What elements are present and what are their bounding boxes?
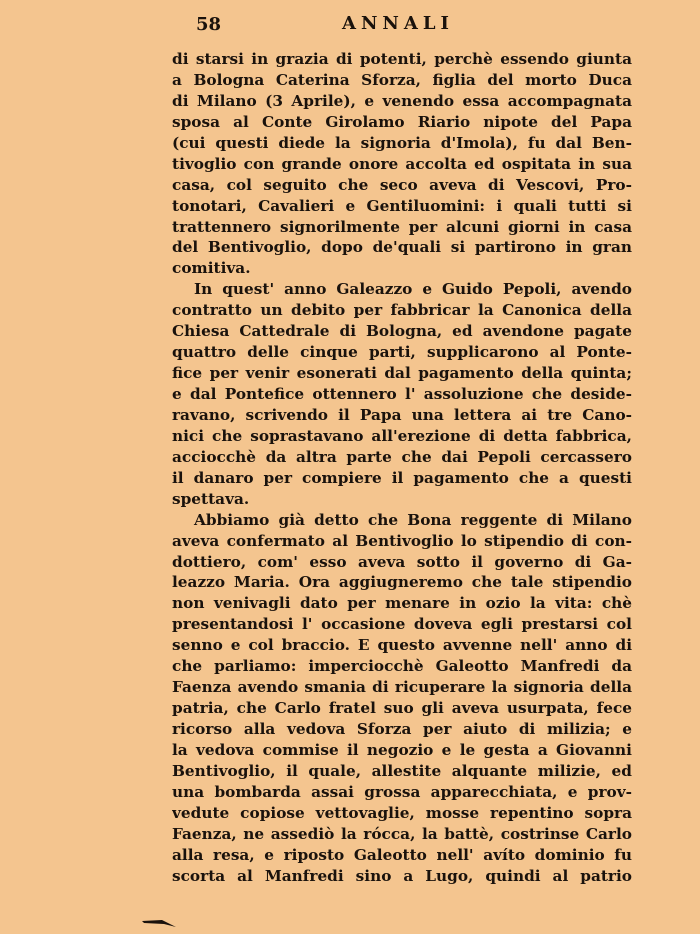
text-line: di starsi in grazia di potenti, perchè essendo giunta — [172, 50, 632, 68]
text-line: dottiero, com' esso aveva sotto il governo di Ga- — [172, 552, 632, 571]
text-line: la vedova commise il negozio e le gesta a Giovanni — [172, 740, 632, 759]
text-line: nici che soprastavano all'erezione di detta fabbrica, — [172, 426, 632, 445]
text-line: contratto un debito per fabbricar la Canonica della — [172, 301, 632, 320]
text-line: ricorso alla vedova Sforza per aiuto di milizia; e — [172, 720, 632, 738]
text-line: leazzo Maria. Ora aggiugneremo che tale stipendio — [172, 573, 632, 592]
text-line: presentandosi l' occasione doveva egli prestarsi col — [172, 615, 632, 634]
text-line: sposa al Conte Girolamo Riario nipote del Papa — [172, 112, 632, 131]
text-line: (cui questi diede la signoria d'Imola), fu dal Ben- — [172, 133, 632, 152]
text-line: comitiva. — [172, 259, 251, 278]
text-line: vedute copiose vettovaglie, mosse repentino sopra — [172, 803, 632, 822]
text-line: Faenza, ne assediò la rócca, la battè, costrinse Carlo — [172, 824, 632, 843]
text-line: non venivagli dato per menare in ozio la vita: chè — [172, 594, 632, 613]
text-line: il danaro per compiere il pagamento che a questi — [172, 468, 632, 487]
text-line: una bombarda assai grossa apparecchiata, e prov- — [172, 782, 632, 801]
text-line: senno e col braccio. E questo avvenne nell' anno di — [172, 636, 632, 655]
page-header — [0, 10, 700, 40]
text-line: In quest' anno Galeazzo e Guido Pepoli, avendo — [194, 280, 632, 299]
ink-smudge — [142, 918, 176, 928]
text-line: scorta al Manfredi sino a Lugo, quindi al patrio — [172, 866, 632, 885]
text-line: trattennero signorilmente per alcuni giorni in casa — [172, 217, 632, 236]
body-text — [172, 49, 632, 887]
page-number: 58 — [196, 14, 222, 35]
text-line: acciocchè da altra parte che dai Pepoli cercassero — [172, 447, 632, 466]
running-head: ANNALI — [342, 13, 454, 34]
text-line: aveva confermato al Bentivoglio lo stipendio di con- — [172, 531, 632, 550]
text-line: ravano, scrivendo il Papa una lettera ai tre Cano- — [172, 405, 632, 424]
text-line: del Bentivoglio, dopo de'quali si partirono in gran — [172, 238, 632, 257]
text-line: fice per venir esonerati dal pagamento della quinta; — [172, 364, 632, 383]
text-line: tonotari, Cavalieri e Gentiluomini: i quali tutti si — [172, 196, 632, 215]
text-line: casa, col seguito che seco aveva di Vescovi, Pro- — [172, 175, 632, 194]
text-line: Bentivoglio, il quale, allestite alquante milizie, ed — [172, 761, 632, 780]
text-line: spettava. — [172, 489, 250, 508]
text-line: quattro delle cinque parti, supplicarono al Ponte- — [172, 343, 632, 362]
text-line: tivoglio con grande onore accolta ed ospitata in sua — [172, 154, 632, 173]
text-line: a Bologna Caterina Sforza, figlia del morto Duca — [172, 70, 632, 89]
text-line: e dal Pontefice ottennero l' assoluzione che deside- — [172, 385, 632, 403]
text-line: Faenza avendo smania di ricuperare la signoria della — [172, 678, 632, 697]
text-line: Chiesa Cattedrale di Bologna, ed avendone pagate — [172, 322, 632, 341]
text-line: alla resa, e riposto Galeotto nell' avíto dominio fu — [172, 845, 632, 864]
text-line: di Milano (3 Aprile), e venendo essa accompagnata — [172, 91, 632, 110]
text-line: patria, che Carlo fratel suo gli aveva usurpata, fece — [172, 699, 632, 718]
text-line: Abbiamo già detto che Bona reggente di Milano — [194, 510, 632, 529]
text-line: che parliamo: imperciocchè Galeotto Manfredi da — [172, 657, 632, 676]
